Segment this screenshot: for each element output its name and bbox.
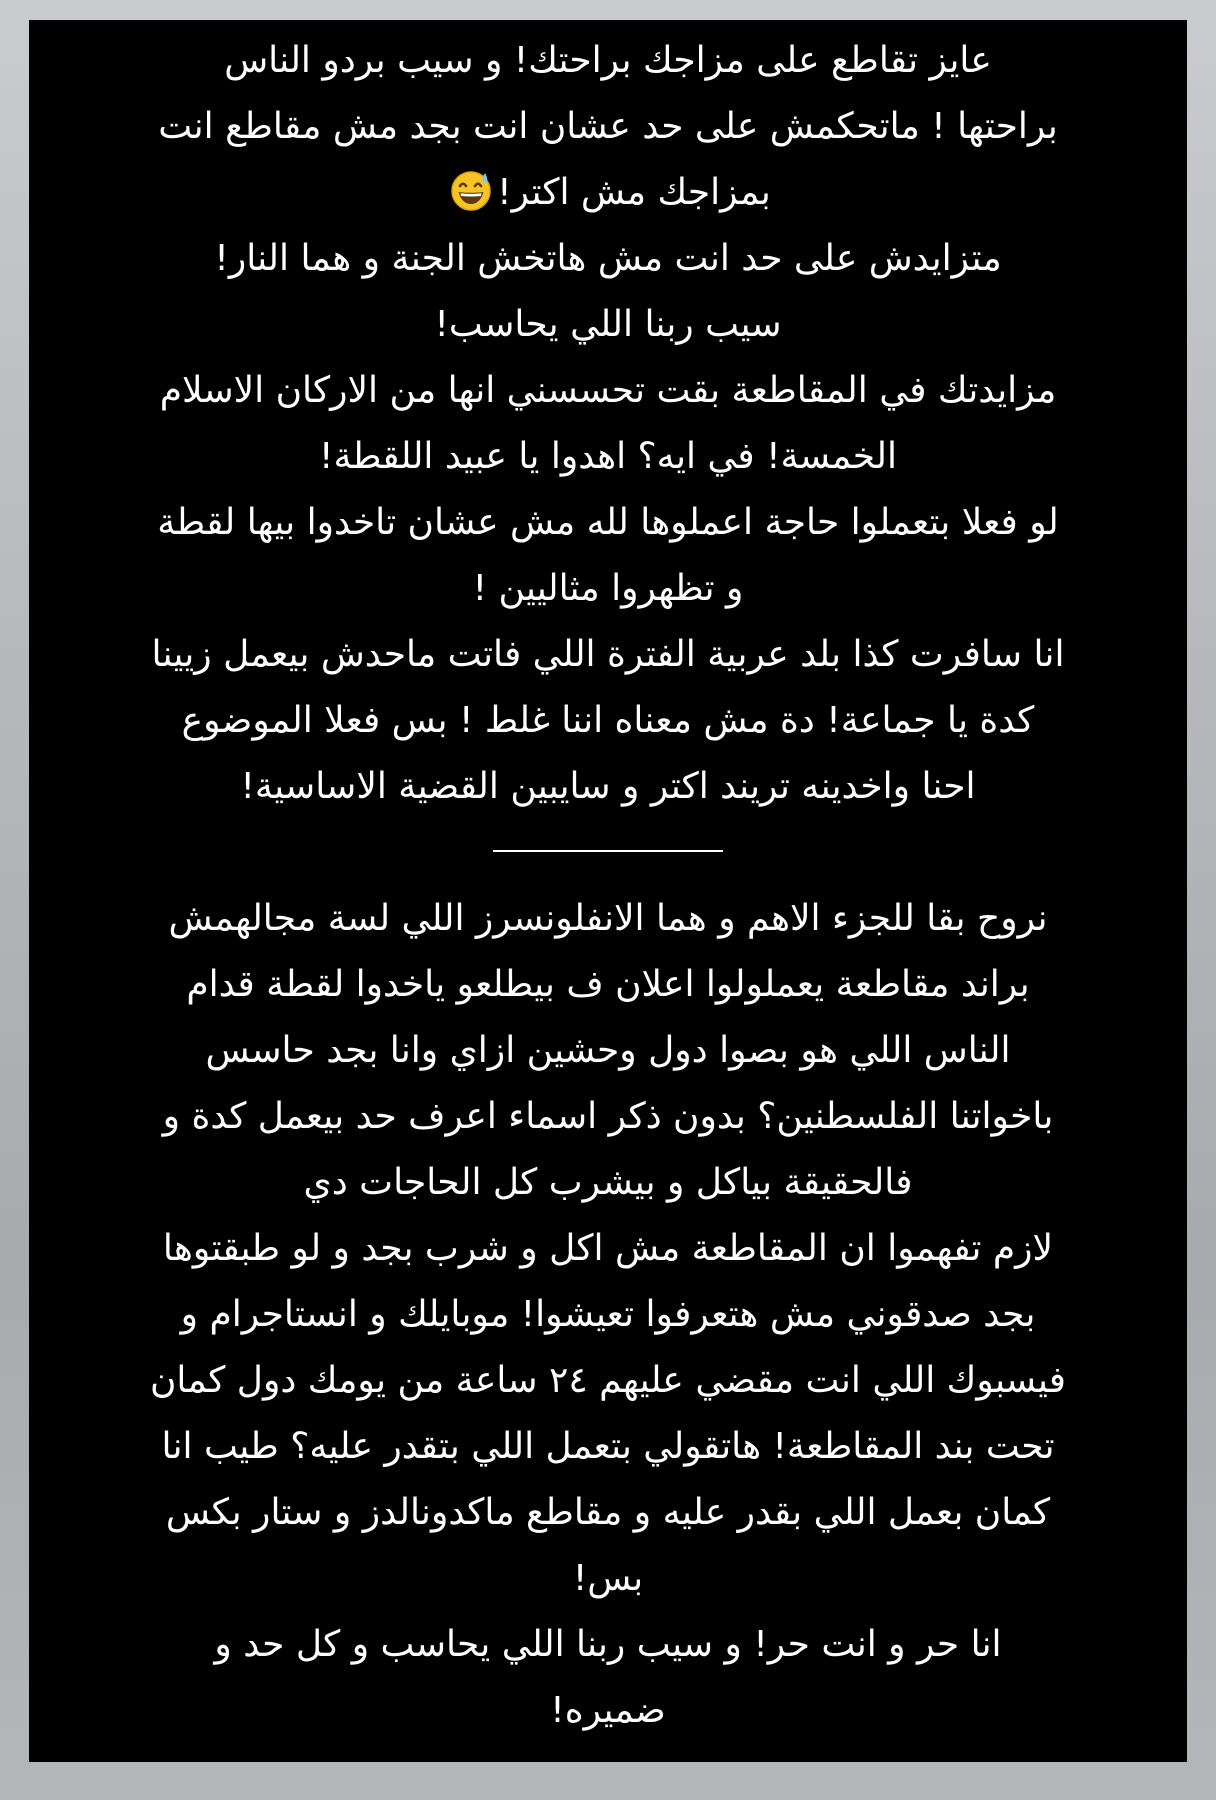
- text-panel: [29, 20, 1187, 1762]
- text-line: لو فعلا بتعملوا حاجة اعملوها لله مش عشان تاخدوا بيها لقطة: [157, 502, 1059, 543]
- text-line: براند مقاطعة يعملولوا اعلان ف بيطلعو ياخدوا لقطة قدام: [186, 964, 1030, 1005]
- text-line: مزايدتك في المقاطعة بقت تحسسني انها من الاركان الاسلام: [159, 370, 1057, 411]
- text-line: كمان بعمل اللي بقدر عليه و مقاطع ماكدونالدز و ستار بكس: [165, 1492, 1051, 1533]
- text-line: فيسبوك اللي انت مقضي عليهم ٢٤ ساعة من يومك دول كمان: [149, 1360, 1066, 1401]
- text-line: فالحقيقة بياكل و بيشرب كل الحاجات دي: [303, 1162, 913, 1203]
- text-line: لازم تفهموا ان المقاطعة مش اكل و شرب بجد و لو طبقتوها: [162, 1228, 1054, 1269]
- text-line: كدة يا جماعة! دة مش معناه اننا غلط ! بس فعلا الموضوع: [181, 700, 1035, 741]
- grinning-face-with-sweat-icon: [449, 168, 493, 212]
- text-line-content: بمزاجك مش اكتر!: [497, 172, 771, 213]
- text-line: براحتها ! ماتحكمش على حد عشان انت بجد مش مقاطع انت: [158, 106, 1058, 147]
- text-line: احنا واخدينه تريند اكتر و سايبين القضية الاساسية!: [240, 766, 976, 807]
- text-line: ضميره!: [550, 1690, 666, 1731]
- text-line: انا سافرت كذا بلد عربية الفترة اللي فاتت ماحدش بيعمل زيينا: [151, 634, 1065, 675]
- text-line: نروح بقا للجزء الاهم و هما الانفلونسرز اللي لسة مجالهمش: [168, 898, 1048, 939]
- post-body: [49, 28, 1167, 1744]
- text-line: الخمسة! في ايه؟ اهدوا يا عبيد اللقطة!: [319, 436, 897, 477]
- text-line: انا حر و انت حر! و سيب ربنا اللي يحاسب و كل حد و: [214, 1624, 1002, 1665]
- text-line: بس!: [572, 1558, 644, 1599]
- text-line: و تظهروا مثاليين !: [472, 568, 744, 609]
- text-line: باخواتنا الفلسطنين؟ بدون ذكر اسماء اعرف حد بيعمل كدة و: [162, 1096, 1054, 1137]
- text-line: الناس اللي هو بصوا دول وحشين ازاي وانا بجد حاسس: [205, 1030, 1011, 1071]
- divider-rule: [493, 850, 723, 852]
- text-line: متزايدش على حد انت مش هاتخش الجنة و هما النار!: [214, 238, 1002, 279]
- text-line: بجد صدقوني مش هتعرفوا تعيشوا! موبايلك و انستاجرام و: [180, 1294, 1036, 1335]
- text-line: عايز تقاطع على مزاجك براحتك! و سيب بردو الناس: [224, 40, 992, 81]
- section-divider: [49, 820, 1167, 886]
- text-line-with-emoji: [49, 160, 1167, 226]
- text-line: سيب ربنا اللي يحاسب!: [434, 304, 782, 345]
- text-line: تحت بند المقاطعة! هاتقولي بتعمل اللي بتقدر عليه؟ طيب انا: [161, 1426, 1055, 1467]
